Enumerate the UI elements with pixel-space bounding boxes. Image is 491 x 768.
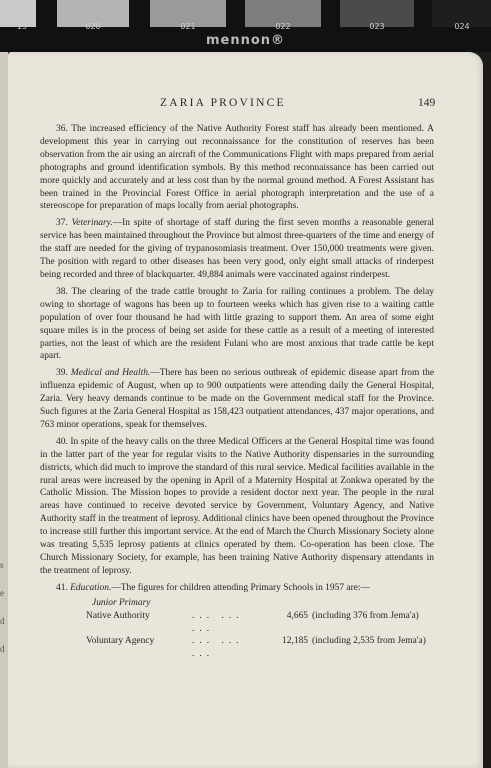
paragraph-text: —In spite of shortage of staff during the first seven months a reasonable general service has been maintained throughout the Province but almost three-quarters of the time and energy of the staff are needed for the giving of trypanosomiasis treatment. Over 150,000 treatments were given. The position with regard to other diseases has been very good, only eight small attacks of rinderpest being recorded and three of blackquarter. 49,884 animals were vaccinated against rinderpest. (40, 218, 435, 280)
paragraph-text: 36. The increased efficiency of the Native Authority Forest staff has already been mentioned. A development this year in carrying out reconnaissance for the constitution of reserves has been observation from the air using an aircraft of the Communications Flight with maps prepared from aerial photographs and ground identification symbols. By this method reconnaissance has been carried out more quickly and accurately and at less cost than by the normal ground method. A Forest Assistant has been trained in the Provincial Forest Office in aerial photograph interpretation and the use of a stereoscope for preparation of maps locally from aerial photographs. (40, 124, 434, 212)
paragraph-number: 37. (56, 218, 68, 229)
margin-marks (0, 560, 8, 672)
paragraph (40, 367, 434, 432)
section-title: Education. (70, 582, 112, 593)
section-title: Medical and Health. (70, 368, 151, 379)
paragraph-text: 38. The clearing of the trade cattle brought to Zaria for railing continues a problem. The delay owing to shortage of wagons has been up to fourteen weeks which has given rise to a waiting cattle population of over four thousand he had with little grazing to support them. An area of some eight square miles is in the process of being set aside for these cattle as a result of a meeting of interested parties, not the least of which are the resident Fulani who are most anxious that trade cattle be kept apart. (40, 286, 434, 362)
margin-mark: d (0, 616, 5, 626)
brand-logo: mennon® (205, 33, 286, 48)
patch-label: 021 (180, 22, 196, 31)
paragraph-text: 40. In spite of the heavy calls on the three Medical Officers at the General Hospital time was found in the latter part of the year for regular visits to the Native Authority dispensaries in the surrounding districts, which did much to improve the standard of this rural service. Medical facilities available in the rural areas were increased by the opening in April of a Maternity Hospital at Zonkwa operated by the Catholic Mission. The Mission hopes to provide a resident doctor next year. The people in the rural areas have continued to receive devoted service by Government, Voluntary Agency, and Native Authority staff in the treatment of leprosy. Additional clinics have been opened throughout the Province to increase still further this important service. At the end of March the Church Missionary Society alone was treating 5,535 leprosy patients at clinics operated by them. Co-operation has been close. The Church Missionary Society, for example, has been training Native Authority dispensary attendants in the treatment of leprosy. (40, 436, 434, 576)
page-body (40, 123, 434, 661)
row-label: Native Authority (86, 610, 150, 621)
patch-label: 023 (369, 22, 385, 31)
running-head: ZARIA PROVINCE (160, 97, 286, 109)
row-note: (including 2,535 from Jema'a) (312, 636, 426, 647)
row-dots: ... ... ... (192, 636, 244, 660)
paragraph-text: —There has been no serious outbreak of epidemic disease apart from the influenza epidemic of August, when up to 900 outpatients were attending daily the General Hospital, Zaria. Very heavy demands continue to be made on the Government medical staff for the Province. Such figures at the Zaria General Hospital as 158,423 outpatient attendances, 437 major operations, and 763 minor operations, speak for themselves. (40, 368, 435, 430)
patch-label: 19 (16, 22, 28, 31)
paragraph-number: 39. (56, 368, 68, 379)
paragraph (40, 582, 434, 595)
table-heading: Junior Primary (92, 597, 151, 608)
color-checker-strip (0, 0, 491, 52)
table-row (86, 610, 434, 636)
page-number: 149 (418, 97, 436, 109)
paragraph (40, 286, 434, 363)
row-dots: ... ... ... (192, 610, 244, 634)
patch-label: 022 (275, 22, 291, 31)
margin-mark: e (0, 588, 4, 598)
section-title: Veterinary. (71, 218, 113, 229)
row-note: (including 376 from Jema'a) (312, 610, 419, 621)
paragraph (40, 436, 434, 578)
paragraph-number: 41. (56, 582, 68, 593)
paragraph (40, 217, 434, 282)
margin-mark: d (0, 644, 5, 654)
row-value: 12,185 (282, 636, 308, 647)
paragraph-text: —The figures for children attending Primary Schools in 1957 are:— (111, 582, 370, 593)
patch-label: 024 (454, 22, 470, 31)
row-label: Voluntary Agency (86, 636, 155, 647)
table-row (86, 635, 434, 661)
margin-mark: s (0, 560, 4, 570)
patch-label: 020 (85, 22, 101, 31)
paragraph (40, 123, 434, 213)
row-value: 4,665 (286, 610, 308, 621)
